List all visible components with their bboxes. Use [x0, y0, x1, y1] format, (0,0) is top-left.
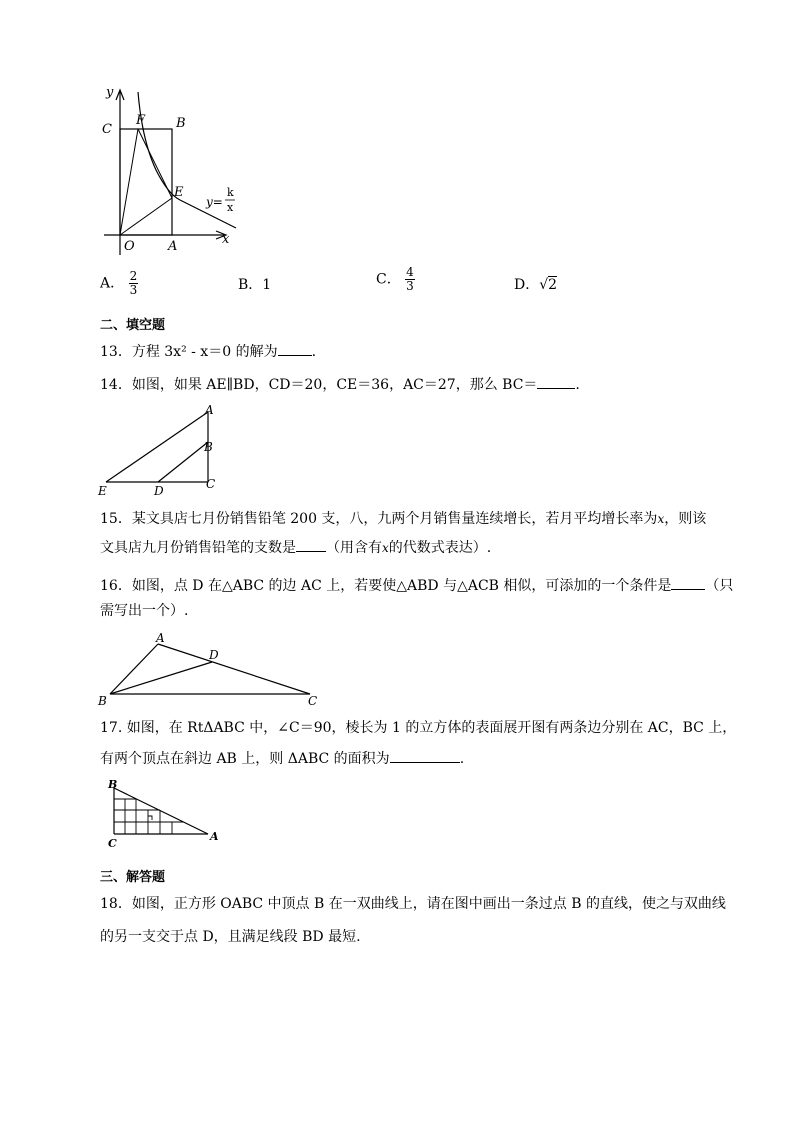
label-e: E	[98, 484, 107, 498]
question-16-line-1: 16．如图，点 D 在△ABC 的边 AC 上，若要使△ABD 与△ACB 相似，可添加的一个条件是 （只	[100, 575, 733, 596]
label-a: A	[210, 830, 219, 843]
label-c: C	[308, 694, 318, 708]
label-x: x	[222, 232, 230, 247]
option-a-fraction: $\frac{2}{3}$	[129, 269, 138, 297]
label-y: y	[106, 85, 114, 100]
q17-figure	[104, 778, 228, 850]
segment-of	[120, 129, 138, 235]
sqrt-symbol: √	[539, 277, 549, 293]
label-c: C	[206, 477, 216, 491]
label-b: B	[98, 694, 107, 708]
question-18-line-2: 的另一支交于点 D，且满足线段 BD 最短.	[100, 929, 361, 945]
label-c: C	[102, 122, 112, 137]
question-14: 14．如图，如果 AE∥BD，CD＝20，CE＝36，AC＝27，那么 BC＝ .	[100, 374, 580, 395]
question-15-line-2: 文具店九月份销售铅笔的支数是 （用含有x的代数式表达）.	[100, 537, 491, 558]
question-17-line-1: 17. 如图，在 RtΔABC 中，∠C＝90，棱长为 1 的立方体的表面展开图有两条边分别在 AC，BC 上，	[100, 720, 737, 736]
option-d: D．√2	[514, 277, 558, 293]
answer-blank-16[interactable]	[671, 575, 705, 590]
curve-label-x: x	[227, 201, 234, 214]
section-3-title: 三、解答题	[100, 870, 166, 885]
label-b: B	[204, 440, 213, 454]
label-b: B	[176, 116, 186, 131]
segment-ab	[114, 788, 208, 834]
label-e: E	[174, 185, 184, 200]
answer-blank-14[interactable]	[537, 374, 575, 389]
curve-label: y=	[206, 195, 223, 209]
label-b: B	[108, 778, 118, 791]
segment-ac	[158, 644, 310, 694]
q14-figure	[96, 402, 226, 498]
answer-blank-17[interactable]	[390, 748, 460, 763]
label-a: A	[205, 403, 214, 417]
label-d: D	[154, 484, 164, 498]
question-18-line-1: 18．如图，正方形 OABC 中顶点 B 在一双曲线上，请在图中画出一条过点 B 的直线，使之与双曲线	[100, 896, 726, 912]
label-a: A	[156, 631, 165, 645]
segment-oe	[120, 198, 172, 235]
label-a: A	[168, 239, 178, 254]
question-13: 13．方程 3x² - x＝0 的解为 .	[100, 341, 316, 362]
question-17-line-2: 有两个顶点在斜边 AB 上，则 ΔABC 的面积为 .	[100, 748, 464, 769]
question-15-line-1: 15．某文具店七月份销售铅笔 200 支，八，九两个月销售量连续增长，若月平均增长率为x，则该	[100, 511, 707, 527]
segment-bd	[158, 442, 208, 482]
answer-blank-15[interactable]	[296, 537, 326, 552]
q12-figure	[96, 80, 246, 260]
label-c: C	[108, 837, 117, 850]
segment-ae	[106, 412, 208, 482]
answer-blank-13[interactable]	[278, 341, 312, 356]
q16-figure	[96, 630, 322, 710]
label-o: O	[124, 239, 135, 254]
option-c-fraction: $\frac{4}{3}$	[406, 265, 414, 293]
option-a: A． $\frac{2}{3}$	[100, 269, 138, 297]
label-f: F	[136, 113, 146, 128]
section-2-title: 二、填空题	[100, 318, 166, 333]
segment-fe	[138, 129, 172, 198]
curve-label-k: k	[227, 186, 234, 199]
label-d: D	[209, 648, 219, 662]
option-c: C． $\frac{4}{3}$	[376, 265, 414, 293]
question-16-line-2: 需写出一个）.	[100, 603, 189, 619]
option-b: B．1	[238, 277, 272, 293]
